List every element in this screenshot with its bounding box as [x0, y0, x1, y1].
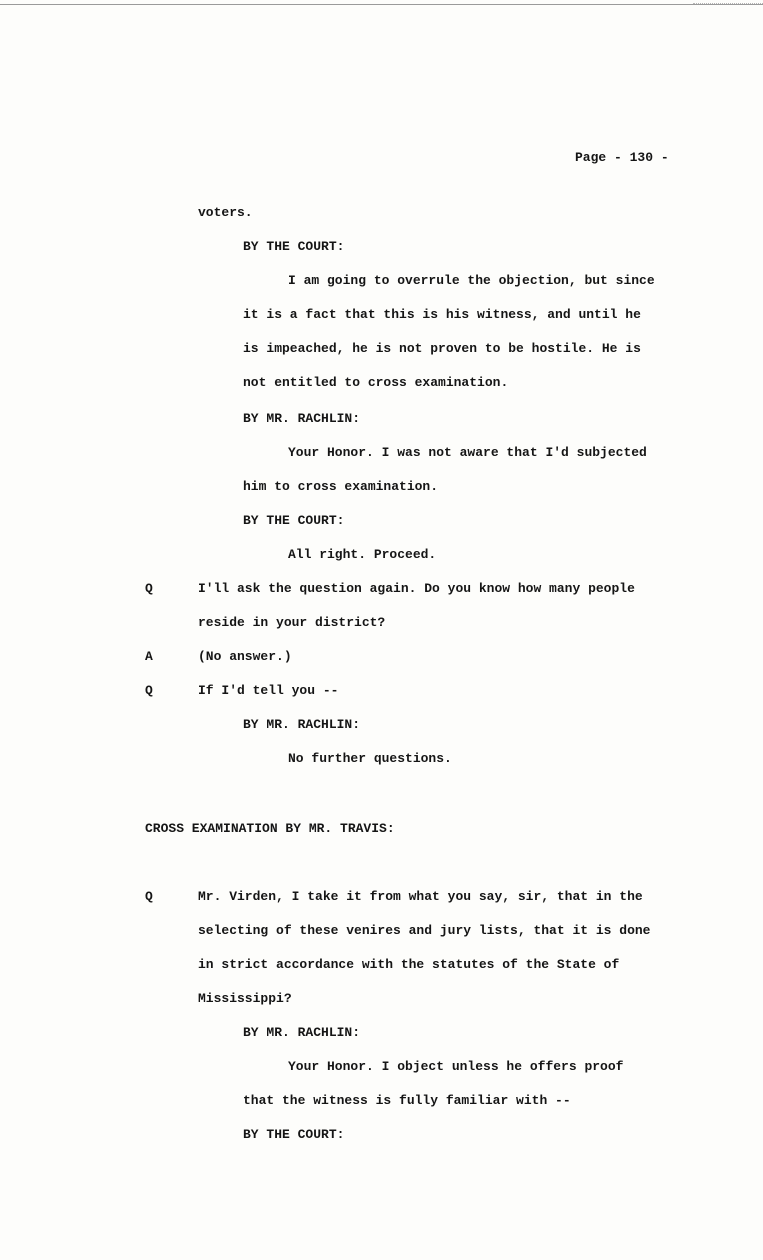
speaker-label: BY MR. RACHLIN:	[243, 717, 361, 732]
transcript-line: him to cross examination.	[243, 479, 439, 494]
top-scan-rule-right	[693, 0, 763, 4]
transcript-line: Mr. Virden, I take it from what you say, sir, that in the	[198, 889, 643, 904]
transcript-line: that the witness is fully familiar with --	[243, 1093, 571, 1108]
transcript-line: I am going to overrule the objection, but since	[288, 273, 655, 288]
speaker-label: BY MR. RACHLIN:	[243, 1025, 361, 1040]
speaker-label: BY THE COURT:	[243, 513, 345, 528]
transcript-line: Mississippi?	[198, 991, 292, 1006]
transcript-line: If I'd tell you --	[198, 683, 339, 698]
transcript-line: not entitled to cross examination.	[243, 375, 509, 390]
transcript-line: Your Honor. I object unless he offers proof	[288, 1059, 624, 1074]
transcript-line: it is a fact that this is his witness, and until he	[243, 307, 641, 322]
transcript-line: reside in your district?	[198, 615, 386, 630]
transcript-line: All right. Proceed.	[288, 547, 437, 562]
question-marker: Q	[145, 581, 153, 596]
transcript-line: (No answer.)	[198, 649, 292, 664]
speaker-label: BY MR. RACHLIN:	[243, 411, 361, 426]
speaker-label: BY THE COURT:	[243, 1127, 345, 1142]
transcript-line: I'll ask the question again. Do you know how many people	[198, 581, 635, 596]
answer-marker: A	[145, 649, 153, 664]
top-scan-rule	[0, 4, 763, 5]
question-marker: Q	[145, 889, 153, 904]
transcript-line: Your Honor. I was not aware that I'd subjected	[288, 445, 647, 460]
transcript-line: is impeached, he is not proven to be hostile. He is	[243, 341, 641, 356]
transcript-line: selecting of these venires and jury lists, that it is done	[198, 923, 651, 938]
page-number: Page - 130 -	[575, 150, 669, 165]
question-marker: Q	[145, 683, 153, 698]
speaker-label: BY THE COURT:	[243, 239, 345, 254]
transcript-line: No further questions.	[288, 751, 452, 766]
section-heading: CROSS EXAMINATION BY MR. TRAVIS:	[145, 821, 395, 836]
transcript-line: voters.	[198, 205, 253, 220]
transcript-line: in strict accordance with the statutes of the State of	[198, 957, 620, 972]
